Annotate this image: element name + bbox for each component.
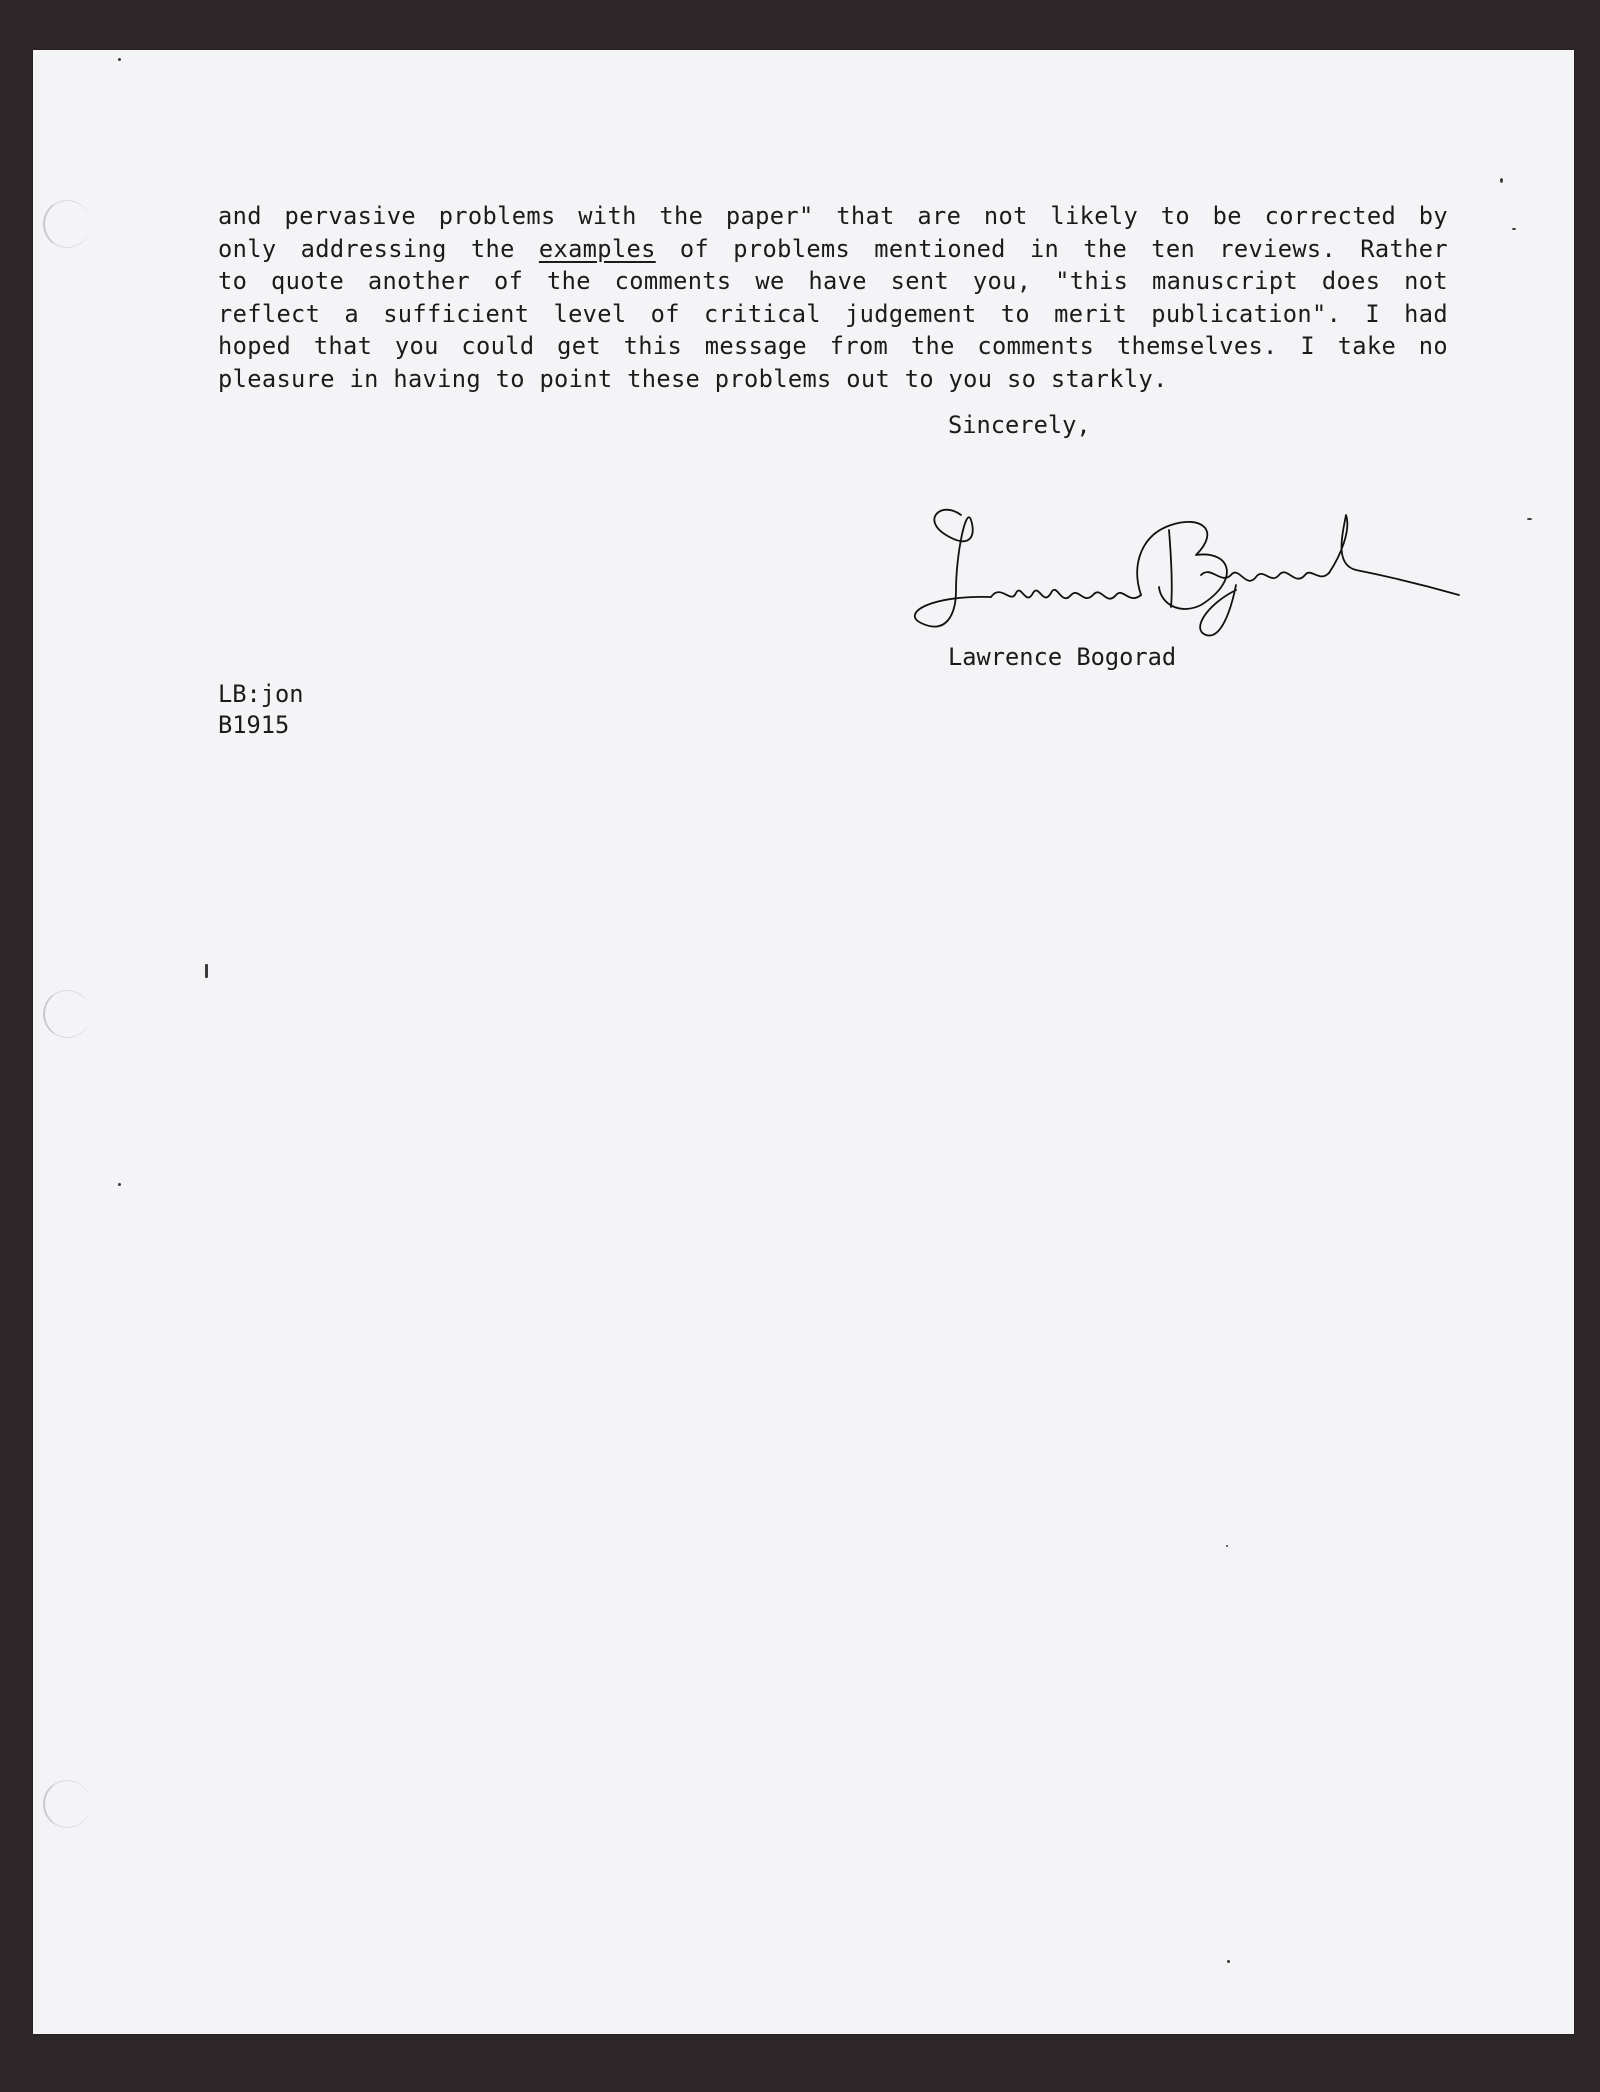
speck	[1227, 1960, 1230, 1963]
reference-initials: LB:jon	[218, 680, 304, 708]
punch-hole-bottom	[43, 1780, 91, 1828]
body-line: to quote another of the comments we have sent you, "this manuscript does not	[218, 267, 1448, 295]
speck	[118, 1183, 121, 1186]
speck	[118, 58, 121, 61]
letter-page	[33, 50, 1574, 2034]
body-line-part: only addressing the	[218, 234, 515, 263]
body-line: hoped that you could get this message from the comments themselves. I take no	[218, 332, 1448, 360]
closing-salutation: Sincerely,	[948, 411, 1091, 439]
letter-body	[218, 200, 1448, 395]
speck	[1500, 178, 1503, 183]
speck	[1512, 228, 1516, 230]
punch-hole-top	[43, 200, 91, 248]
handwritten-signature	[901, 495, 1461, 645]
body-line: reflect a sufficient level of critical judgement to merit publication". I had	[218, 299, 1448, 328]
body-line-part: of problems mentioned in the ten reviews. Rather	[679, 234, 1448, 263]
reference-code: B1915	[218, 711, 290, 739]
emphasized-word: examples	[538, 234, 656, 263]
speck	[205, 964, 208, 978]
body-line: pleasure in having to point these problems out to you so starkly.	[218, 364, 1168, 393]
body-line: and pervasive problems with the paper" that are not likely to be corrected by	[218, 202, 1448, 230]
signer-name: Lawrence Bogorad	[948, 643, 1177, 671]
punch-hole-middle	[43, 990, 91, 1038]
body-line	[218, 233, 1448, 266]
speck	[1527, 518, 1532, 520]
speck	[1226, 1545, 1228, 1547]
